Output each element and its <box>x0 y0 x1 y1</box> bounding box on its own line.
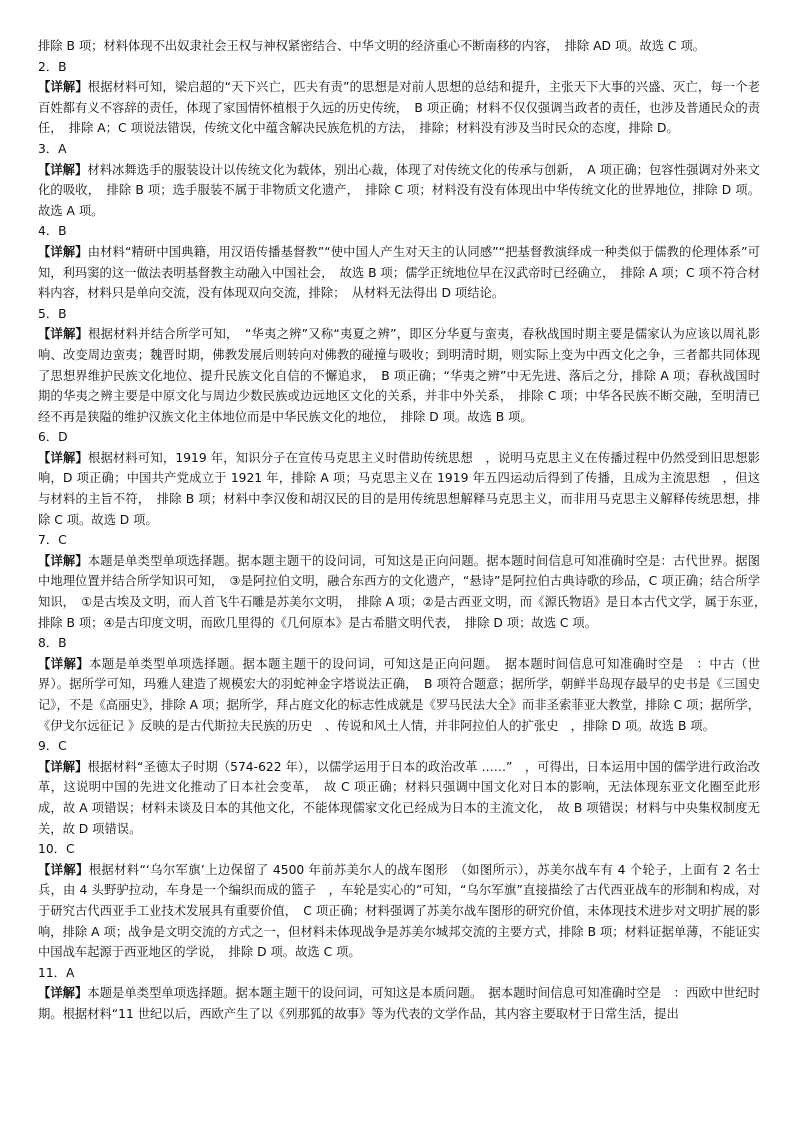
paragraph-q9-explanation: 【详解】根据材料“圣德太子时期（574-622 年），以儒学运用于日本的政治改革 ……” ，可得出，日本运用中国的儒学进行政治改革，这说明中国的先进文化推动了日本社会变革， 故 C 项正确；材料只强调中国文化对日本的影响，无法体现东亚文化圈至此形成，故 A 项错误；材料未谈及日本的其他文化，不能体现儒家文化已经成为日本的主流文化， 故 B 项错误；材料与中央集权制度无关，故 D 项错误。 <box>38 759 760 836</box>
question-11-answer: 11．A <box>38 965 75 980</box>
question-3-answer: 3．A <box>38 141 67 156</box>
paragraph-q6-explanation: 【详解】根据材料可知，1919 年，知识分子在宣传马克思主义时借助传统思想 ，说明马克思主义在传播过程中仍然受到旧思想影响，D 项正确；中国共产党成立于 1921 年，排除 A 项；马克思主义在 1919 年五四运动后得到了传播，且成为主流思想 ，但这与材料的主旨不符， 排除 B 项；材料中李汉俊和胡汉民的目的是用传统思想解释马克思主义，而非用马克思主义解释传统思想，排除 C 项。故选 D 项。 <box>38 450 760 527</box>
paragraph-q2-explanation: 【详解】根据材料可知，梁启超的“天下兴亡，匹夫有责”的思想是对前人思想的总结和提升，主张天下大事的兴盛、灭亡，每一个老百姓都有义不容辞的责任，体现了家国情怀植根于久远的历史传统， B 项正确；材料不仅仅强调当政者的责任，也涉及普通民众的责任， 排除 A；C 项说法错误，传统文化中蕴含解决民族危机的方法， 排除；材料没有涉及当时民众的态度，排除 D。 <box>38 80 760 136</box>
paragraph-q11-explanation: 【详解】本题是单类型单项选择题。据本题主题干的设问词，可知这是本质问题。 据本题时间信息可知准确时空是 ：西欧中世纪时期。根据材料“11 世纪以后，西欧产生了以《列那狐的故事》等为代表的文学作品，其内容主要取材于日常生活，提出 <box>38 986 760 1021</box>
question-4-answer: 4．B <box>38 224 67 239</box>
question-6-answer: 6．D <box>38 430 68 445</box>
paragraph-q8-explanation: 【详解】本题是单类型单项选择题。据本题主题干的设问词，可知这是正向问题。 据本题时间信息可知准确时空是 ：中古（世界）。据所学可知，玛雅人建造了规模宏大的羽蛇神金字塔说法正确， B 项符合题意；据所学，朝鲜半岛现存最早的史书是《三国史记》，不是《高丽史》，排除 A 项；据所学，拜占庭文化的标志性成就是《罗马民法大全》而非圣索菲亚大教堂，排除 C 项；据所学，《伊戈尔远征记 》反映的是古代斯拉夫民族的历史 、传说和风土人情，并非阿拉伯人的扩张史 ，排除 D 项。故选 B 项。 <box>38 656 760 733</box>
paragraph-q4-explanation: 【详解】由材料“精研中国典籍，用汉语传播基督教”“使中国人产生对天主的认同感”“把基督教演绎成一种类似于儒教的伦理体系”可知，利玛窦的这一做法表明基督教主动融入中国社会， 故选 B 项；儒学正统地位早在汉武帝时已经确立， 排除 A 项；C 项不符合材料内容，材料只是单向交流，没有体现双向交流，排除； 从材料无法得出 D 项结论。 <box>38 244 760 301</box>
question-2-answer: 2．B <box>38 59 67 74</box>
paragraph-q7-explanation: 【详解】本题是单类型单项选择题。据本题主题干的设问词，可知这是正向问题。据本题时间信息可知准确时空是：古代世界。据图中地理位置并结合所学知识可知， ③是阿拉伯文明，融合东西方的文化遗产，“悬诗”是阿拉伯古典诗歌的珍品，C 项正确；结合所学知识， ①是古埃及文明，而人首飞牛石雕是苏美尔文明， 排除 A 项；②是古西亚文明，而《源氏物语》是日本古代文学，属于东亚， 排除 B 项；④是古印度文明，而欧几里得的《几何原本》是古希腊文明代表， 排除 D 项；故选 C 项。 <box>38 553 773 630</box>
question-5-answer: 5．B <box>38 306 67 321</box>
paragraph-q5-explanation: 【详解】根据材料并结合所学可知， “华夷之辨”又称“夷夏之辨”，即区分华夏与蛮夷，春秋战国时期主要是儒家认为应该以周礼影响、改变周边蛮夷；魏晋时期，佛教发展后则转向对佛教的碰撞与吸收；到明清时期，则实际上变为中西文化之争，三者都共同体现了思想界维护民族文化地位、提升民族文化自信的不懈追求， B 项正确；“华夷之辨”中无先进、落后之分，排除 A 项；春秋战国时期的华夷之辨主要是中原文化与周边少数民族或边远地区文化的关系，并非中外关系， 排除 C 项；中华各民族不断交融，至明清已经不再是狭隘的维护汉族文化主体地位而是中华民族文化的地位， 排除 D 项。故选 B 项。 <box>38 327 760 424</box>
paragraph-q1-tail: 排除 B 项；材料体现不出奴隶社会王权与神权紧密结合、中华文明的经济重心不断南移的内容， 排除 AD 项。故选 C 项。 <box>38 39 706 53</box>
question-10-answer: 10．C <box>38 842 75 857</box>
question-7-answer: 7．C <box>38 533 67 548</box>
answer-explanation-page <box>38 36 773 1025</box>
paragraph-q3-explanation: 【详解】材料冰舞选手的服装设计以传统文化为载体，别出心裁，体现了对传统文化的传承与创新， A 项正确；包容性强调对外来文化的吸收， 排除 B 项；选手服装不属于非物质文化遗产， 排除 C 项；材料没有没有体现出中华传统文化的世界地位，排除 D 项。故选 A 项。 <box>38 162 760 218</box>
question-9-answer: 9．C <box>38 739 67 754</box>
question-8-answer: 8．B <box>38 636 67 651</box>
paragraph-q10-explanation: 【详解】根据材料“‘乌尔军旗’上边保留了 4500 年前苏美尔人的战车图形 （如图所示），苏美尔战车有 4 个轮子，上面有 2 名士兵，由 4 头野驴拉动，车身是一个编织而成的篮子 ，车轮是实心的”可知，“乌尔军旗”直接描绘了古代西亚战车的形制和构成，对于研究古代西亚手工业技术发展具有重要价值， C 项正确；材料强调了苏美尔战车图形的研究价值，未体现技术进步对文明扩展的影响，排除 A 项；战争是文明交流的方式之一，但材料未体现战争是苏美尔城邦交流的主要方式，排除 B 项；材料证据单薄，不能证实中国战车起源于西亚地区的学说， 排除 D 项。故选 C 项。 <box>38 862 760 960</box>
